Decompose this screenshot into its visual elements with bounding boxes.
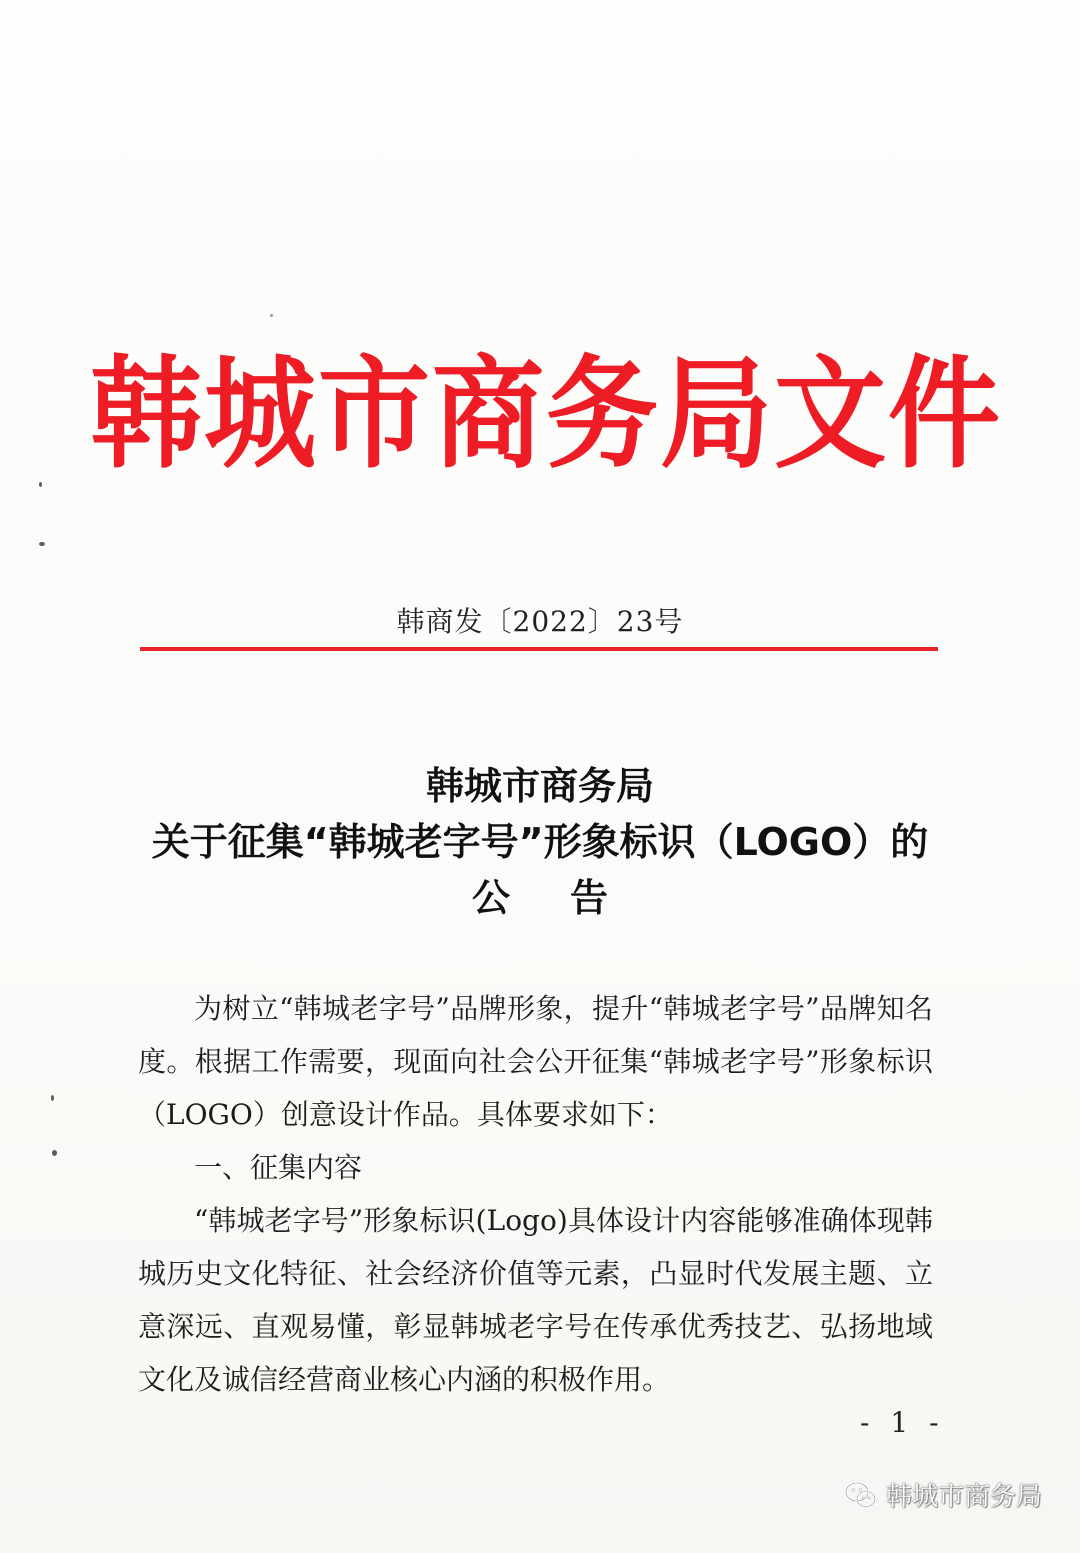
notice-title [0,758,1080,926]
account-watermark [844,1476,1042,1513]
wechat-icon [844,1480,878,1510]
scan-speck [39,542,45,546]
intro-paragraph: 为树立“韩城老字号”品牌形象，提升“韩城老字号”品牌知名度。根据工作需要，现面向社会公开征集“韩城老字号”形象标识（LOGO）创意设计作品。具体要求如下： [138,992,933,1131]
agency-header-title: 韩城市商务局文件 [90,344,1002,486]
title-line-3: 公告 [471,876,668,920]
title-line-1: 韩城市商务局 [425,764,654,808]
scan-speck [270,314,273,317]
section-1-heading: 一、征集内容 [194,1151,363,1184]
scan-speck [52,1150,57,1156]
red-divider-rule [140,647,938,651]
document-number: 韩商发〔2022〕23号 [396,605,684,638]
scan-speck [51,1095,54,1101]
scan-speck [39,482,42,487]
notice-body [138,982,933,1406]
watermark-text: 韩城市商务局 [885,1482,1042,1512]
title-line-2: 关于征集“韩城老字号”形象标识（LOGO）的 [151,820,929,864]
section-1-paragraph: “韩城老字号”形象标识(Logo)具体设计内容能够准确体现韩城历史文化特征、社会经济价值等元素，凸显时代发展主题、立意深远、直观易懂，彰显韩城老字号在传承优秀技艺、弘扬地域文化及诚信经营商业核心内涵的积极作用。 [138,1204,933,1396]
page-number: - 1 - [860,1406,945,1439]
